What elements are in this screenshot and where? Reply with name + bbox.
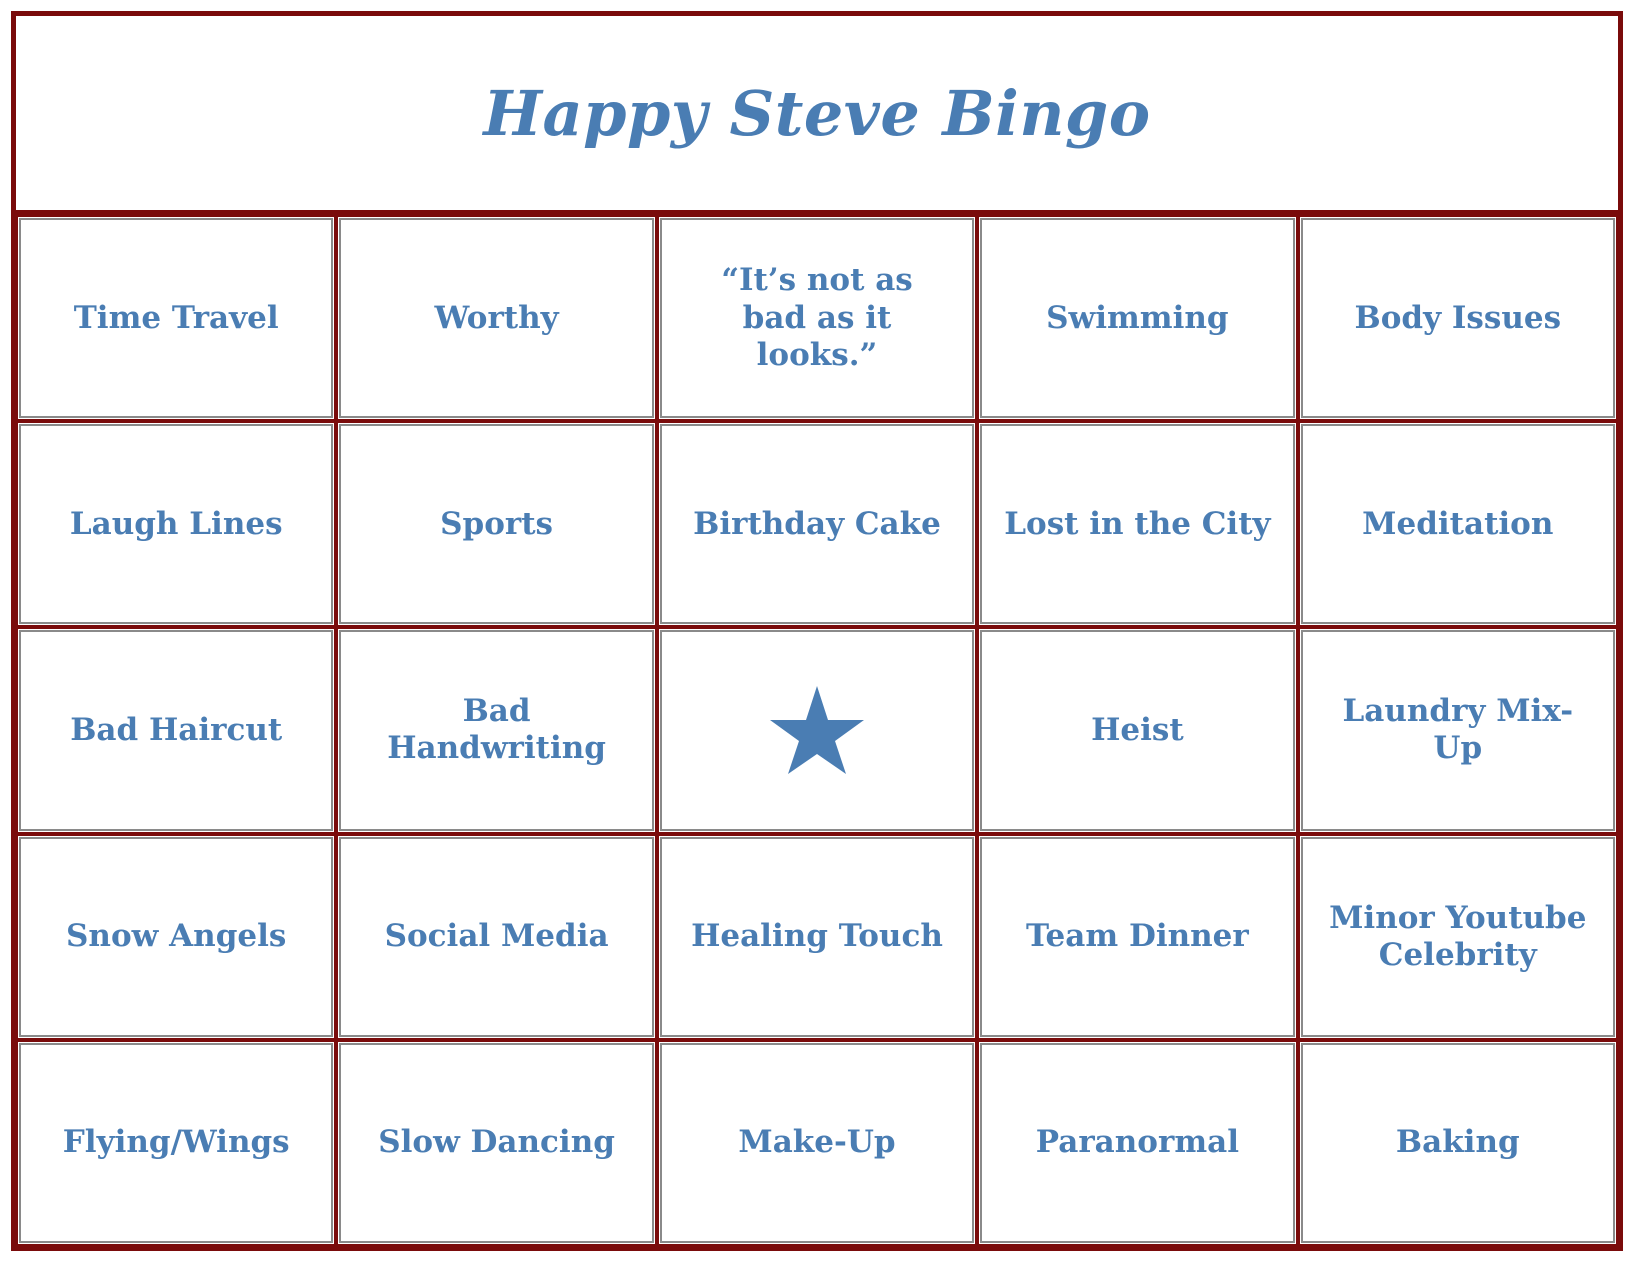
star-icon	[769, 684, 865, 776]
cell-label: Heist	[1091, 711, 1184, 748]
cell-label: Flying/Wings	[62, 1124, 290, 1161]
cell-label: Meditation	[1362, 505, 1554, 542]
cell-label: Lost in the City	[1004, 505, 1271, 542]
bingo-cell[interactable]	[336, 215, 656, 421]
cell-label: Snow Angels	[66, 918, 287, 955]
bingo-cell[interactable]	[16, 834, 336, 1040]
cell-label: Paranormal	[1035, 1124, 1239, 1161]
bingo-cell[interactable]	[1298, 627, 1618, 833]
bingo-cell[interactable]	[1298, 834, 1618, 1040]
title-box	[16, 16, 1618, 215]
free-space-cell[interactable]	[657, 627, 977, 833]
bingo-cell[interactable]	[977, 627, 1297, 833]
bingo-cell[interactable]	[977, 834, 1297, 1040]
cell-label: Laundry Mix-Up	[1342, 693, 1574, 767]
cell-label: Bad Haircut	[70, 711, 283, 748]
bingo-cell[interactable]	[16, 1040, 336, 1246]
bingo-cell[interactable]	[336, 421, 656, 627]
cell-label: Team Dinner	[1026, 918, 1249, 955]
bingo-cell[interactable]	[657, 421, 977, 627]
cell-label: Laugh Lines	[69, 505, 283, 542]
cell-label: Slow Dancing	[378, 1124, 615, 1161]
bingo-cell[interactable]	[16, 627, 336, 833]
bingo-cell[interactable]	[977, 215, 1297, 421]
bingo-cell[interactable]	[336, 1040, 656, 1246]
bingo-cell[interactable]	[16, 421, 336, 627]
bingo-cell[interactable]	[657, 834, 977, 1040]
cell-label: Swimming	[1046, 299, 1229, 336]
bingo-cell[interactable]	[657, 215, 977, 421]
bingo-grid	[16, 215, 1618, 1246]
cell-label: Body Issues	[1354, 299, 1562, 336]
cell-label: Social Media	[384, 918, 609, 955]
bingo-cell[interactable]	[16, 215, 336, 421]
bingo-cell[interactable]	[336, 834, 656, 1040]
cell-label: Worthy	[434, 299, 559, 336]
cell-label: “It’s not as bad as it looks.”	[721, 262, 913, 373]
bingo-cell[interactable]	[977, 1040, 1297, 1246]
bingo-board	[11, 11, 1623, 1251]
bingo-cell[interactable]	[1298, 1040, 1618, 1246]
bingo-cell[interactable]	[1298, 215, 1618, 421]
cell-label: Birthday Cake	[693, 505, 941, 542]
cell-label: Baking	[1395, 1124, 1520, 1161]
page-title: Happy Steve Bingo	[483, 76, 1151, 150]
bingo-cell[interactable]	[657, 1040, 977, 1246]
bingo-cell[interactable]	[977, 421, 1297, 627]
cell-label: Healing Touch	[691, 918, 943, 955]
bingo-cell[interactable]	[336, 627, 656, 833]
cell-label: Minor Youtube Celebrity	[1329, 899, 1587, 973]
cell-label: Time Travel	[73, 299, 279, 336]
cell-label: Make-Up	[738, 1124, 896, 1161]
bingo-cell[interactable]	[1298, 421, 1618, 627]
cell-label: Bad Handwriting	[387, 693, 606, 767]
cell-label: Sports	[440, 505, 554, 542]
